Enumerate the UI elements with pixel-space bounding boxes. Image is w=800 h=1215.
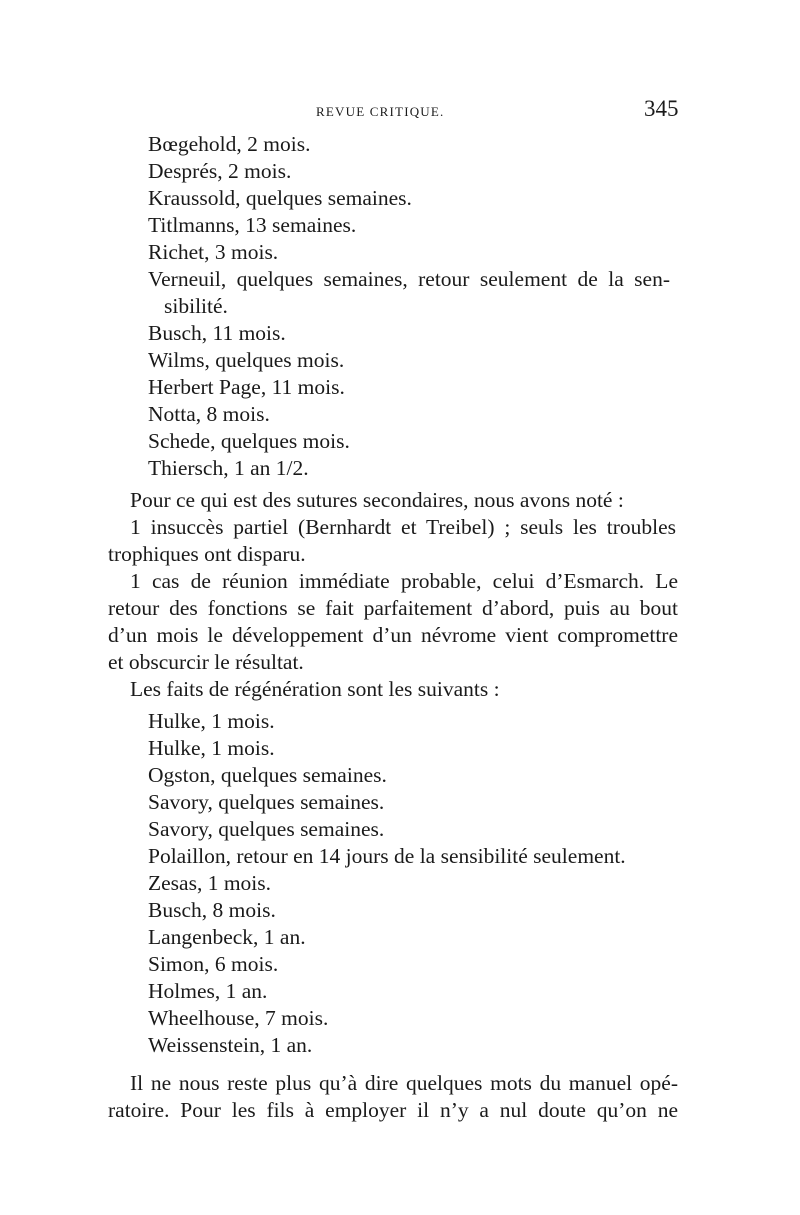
list-item: Hulke, 1 mois.: [148, 709, 275, 733]
paragraph-line: Pour ce qui est des sutures secondaires, nous avons noté :: [130, 488, 624, 512]
list-item: Schede, quelques mois.: [148, 429, 350, 453]
list-item: Wilms, quelques mois.: [148, 348, 345, 372]
list-item: Zesas, 1 mois.: [148, 871, 272, 895]
paragraph-line: 1 cas de réunion immédiate probable, celui d’Esmarch. Le: [130, 569, 678, 593]
paragraph-line: 1 insuccès partiel (Bernhardt et Treibel) ; seuls les troubles: [130, 515, 676, 539]
list-item: Busch, 8 mois.: [148, 898, 276, 922]
list-item: Polaillon, retour en 14 jours de la sensibilité seulement.: [148, 844, 626, 868]
list-item: Titlmanns, 13 semaines.: [148, 213, 357, 237]
list-item: Bœgehold, 2 mois.: [148, 132, 311, 156]
list-item: Busch, 11 mois.: [148, 321, 286, 345]
list-item: Simon, 6 mois.: [148, 952, 279, 976]
list-item: Weissenstein, 1 an.: [148, 1033, 313, 1057]
list-item: Verneuil, quelques semaines, retour seulement de la sen-: [148, 267, 670, 291]
list-item: Richet, 3 mois.: [148, 240, 279, 264]
list-item: Notta, 8 mois.: [148, 402, 270, 426]
list-item: Hulke, 1 mois.: [148, 736, 275, 760]
paragraph-line: trophiques ont disparu.: [108, 542, 306, 566]
page-number: 345: [644, 96, 679, 121]
list-item: Herbert Page, 11 mois.: [148, 375, 345, 399]
paragraph-line: d’un mois le développement d’un névrome vient compromettre: [108, 623, 678, 647]
list-item: Savory, quelques semaines.: [148, 790, 385, 814]
list-item: Wheelhouse, 7 mois.: [148, 1006, 329, 1030]
list-item: Ogston, quelques semaines.: [148, 763, 387, 787]
list-item: Holmes, 1 an.: [148, 979, 268, 1003]
list-item: Thiersch, 1 an 1/2.: [148, 456, 309, 480]
list-item: Langenbeck, 1 an.: [148, 925, 306, 949]
paragraph-line: Les faits de régénération sont les suivants :: [130, 677, 500, 701]
paragraph-line: retour des fonctions se fait parfaitement d’abord, puis au bout: [108, 596, 678, 620]
paragraph-line: Il ne nous reste plus qu’à dire quelques mots du manuel opé-: [130, 1071, 678, 1095]
list-item: Savory, quelques semaines.: [148, 817, 385, 841]
paragraph-line: et obscurcir le résultat.: [108, 650, 304, 674]
paragraph-line: ratoire. Pour les fils à employer il n’y a nul doute qu’on ne: [108, 1098, 678, 1122]
list-item-continuation: sibilité.: [164, 294, 228, 318]
list-item: Kraussold, quelques semaines.: [148, 186, 412, 210]
running-title: REVUE CRITIQUE.: [316, 104, 445, 119]
list-item: Després, 2 mois.: [148, 159, 292, 183]
